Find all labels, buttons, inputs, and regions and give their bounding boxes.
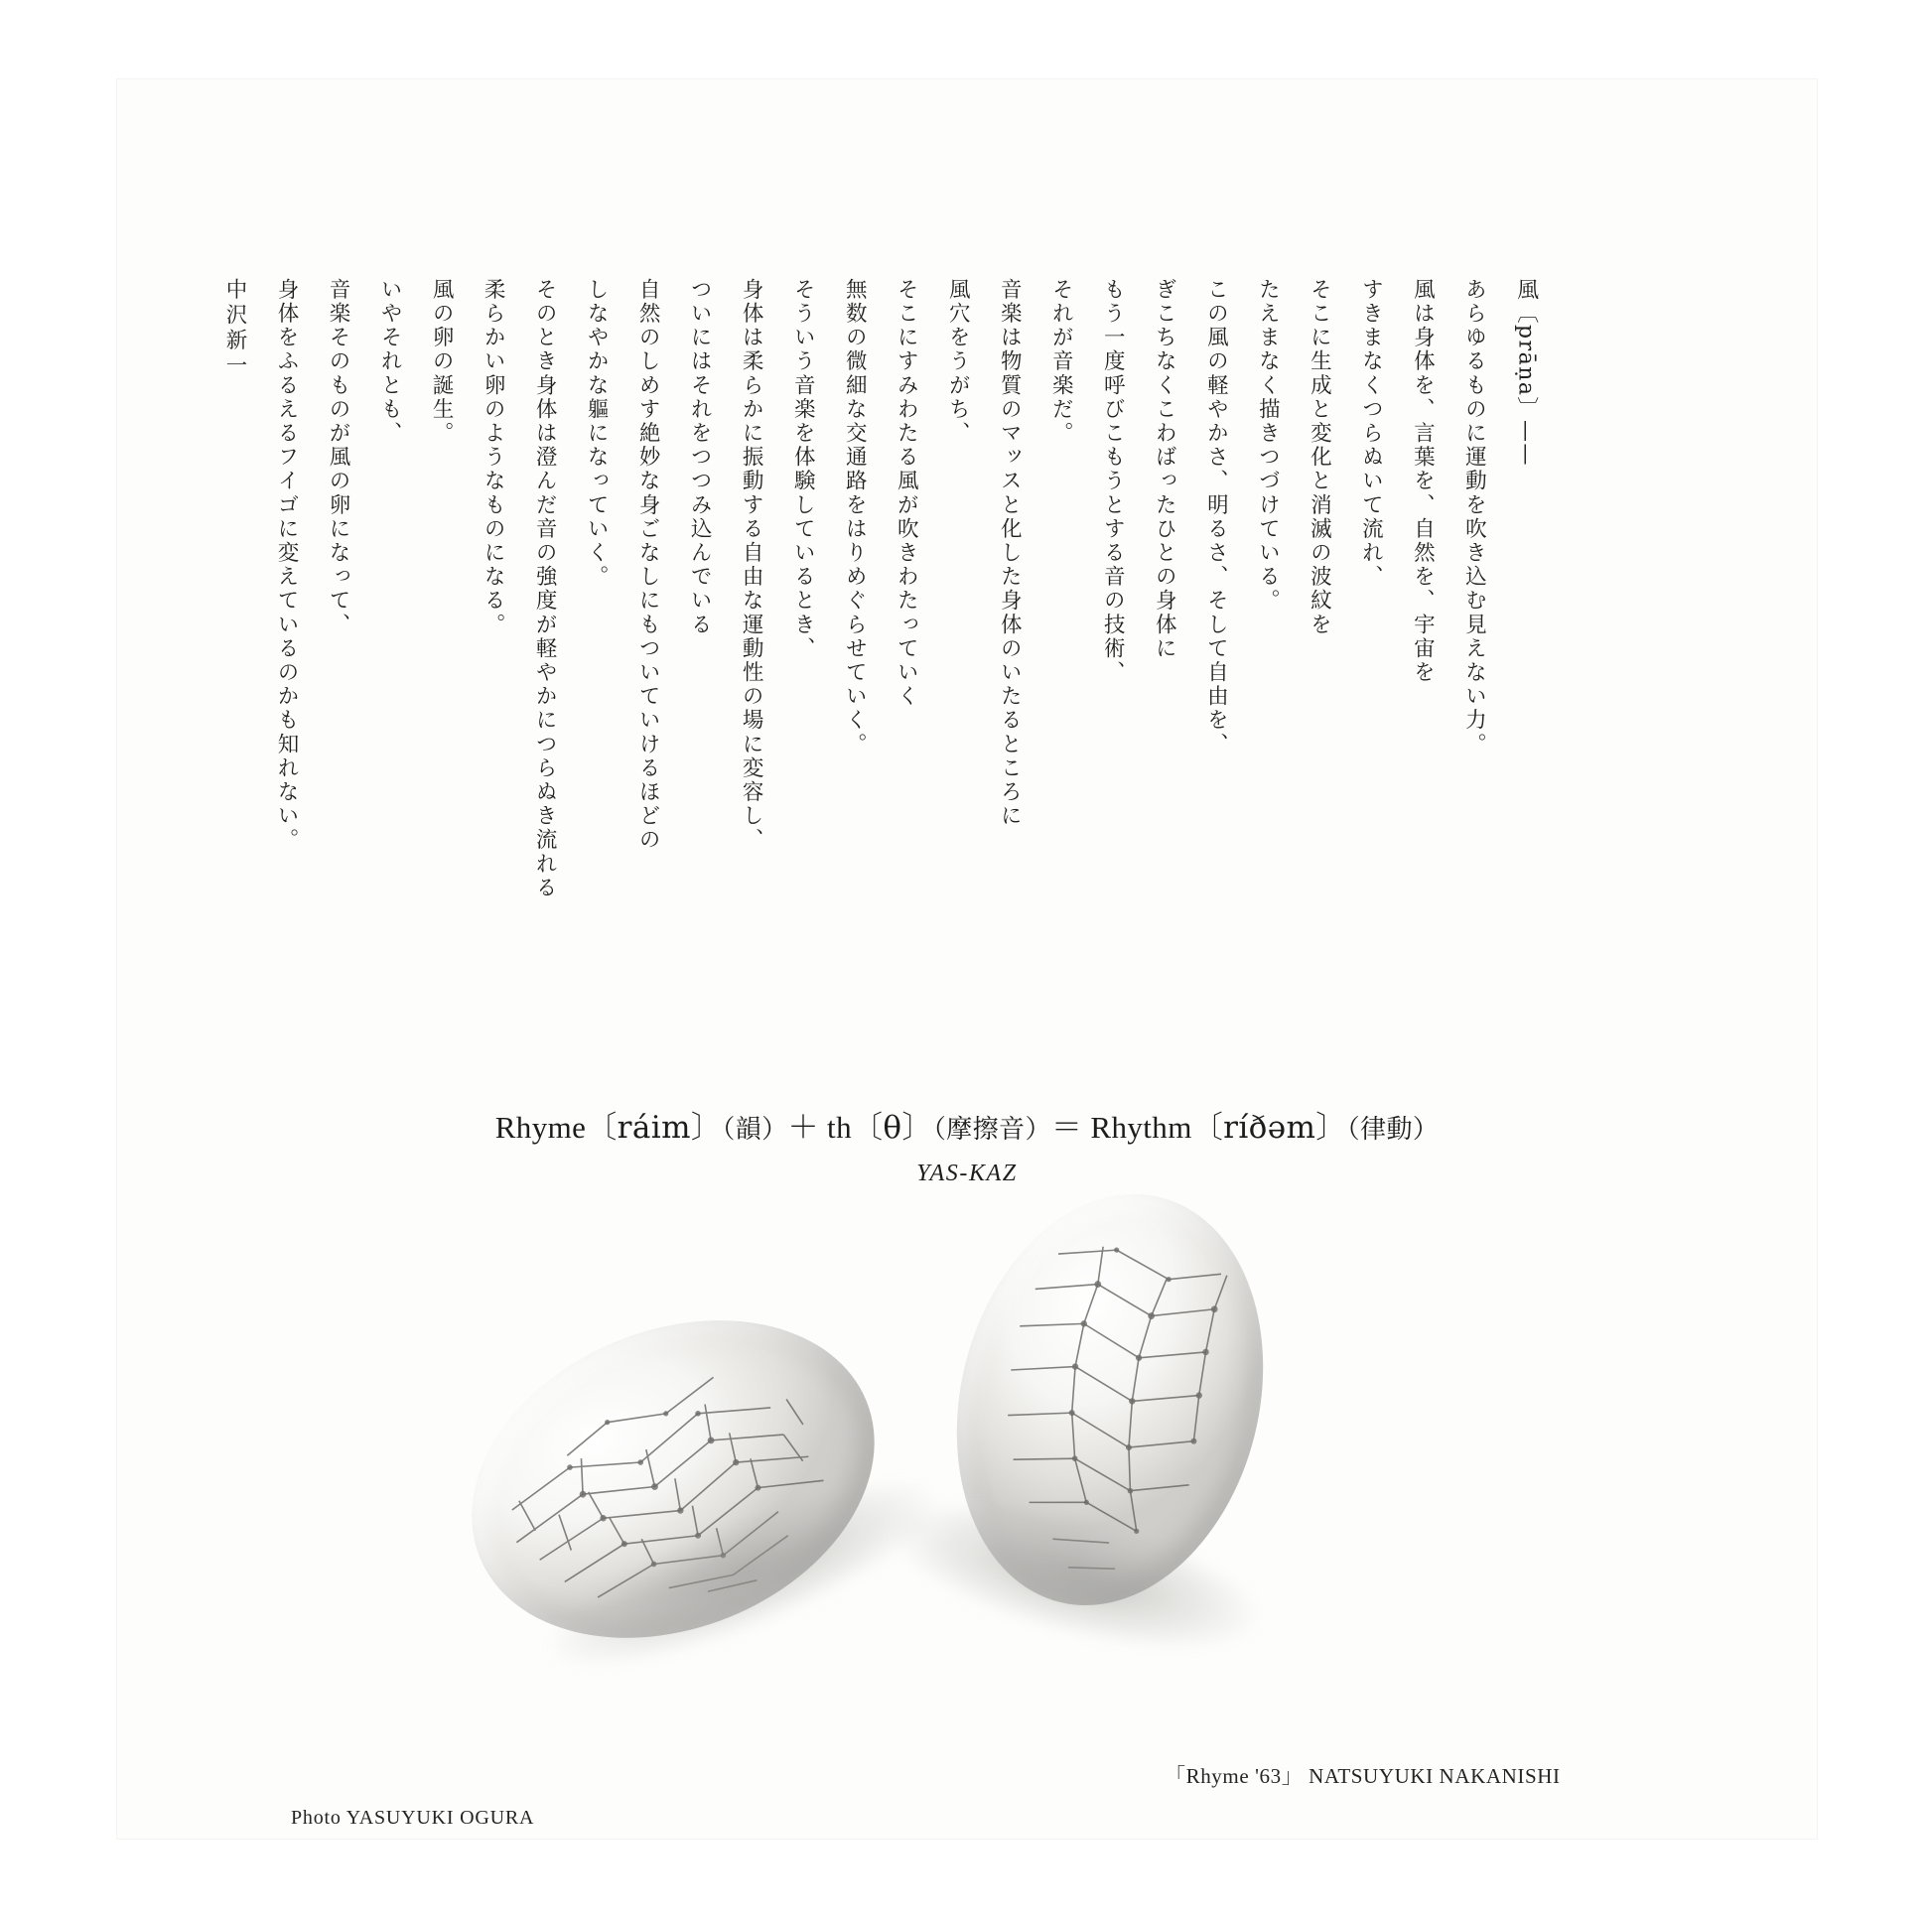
poem-line: 音楽は物質のマッスと化した身体のいたるところに [997, 278, 1023, 829]
poem-line: それが音楽だ。 [1048, 278, 1074, 446]
formula-th-word: ＋ th [787, 1110, 852, 1145]
poem-line: 柔らかい卵のようなものになる。 [481, 278, 506, 637]
poem-line: この風の軽やかさ、明るさ、そして自由を、 [1203, 278, 1229, 756]
poem-line: しなやかな軀になっていく。 [584, 278, 610, 590]
formula-th-ipa: 〔θ〕 [851, 1110, 933, 1146]
formula-byline: YAS-KAZ [916, 1161, 1018, 1186]
formula-th-gloss: （摩擦音） [932, 1115, 1051, 1145]
poem-line: すきまなくつらぬいて流れ、 [1358, 278, 1384, 590]
poem-line: 身体は柔らかに振動する自由な運動性の場に変容し、 [739, 278, 764, 853]
scanned-page [117, 79, 1817, 1839]
poem-line: そのとき身体は澄んだ音の強度が軽やかにつらぬき流れる [532, 278, 558, 900]
artwork-caption: 「Rhyme '63」 NATSUYUKI NAKANISHI [1165, 1764, 1561, 1788]
poem-line: 身体をふるえるフイゴに変えているのかも知れない。 [274, 278, 300, 853]
egg-sculpture-right [915, 1162, 1306, 1638]
poem-line: ついにはそれをつつみ込んでいる [687, 278, 713, 637]
egg-photograph [266, 1181, 1914, 1817]
poem-line: あらゆるものに運動を吹き込む見えない力。 [1461, 278, 1487, 756]
poem-line: 無数の微細な交通路をはりめぐらせていく。 [842, 278, 868, 756]
poem-block [208, 278, 1539, 900]
poem-line: 音楽そのものが風の卵になって、 [326, 278, 351, 637]
poem-line: 風穴をうがち、 [945, 278, 971, 446]
poem-column [208, 278, 1553, 900]
formula-block [117, 1102, 1817, 1187]
poem-line: そこにすみわたる風が吹きわたっていく [894, 278, 919, 709]
formula-rhythm-ipa: 〔ríðəm〕 [1191, 1110, 1347, 1146]
poem-line: 風は身体を、言葉を、自然を、宇宙を [1410, 278, 1436, 685]
poem-line: いやそれとも、 [377, 278, 403, 446]
rhythm-formula [117, 1102, 1817, 1147]
poem-line: もう一度呼びこもうとする音の技術、 [1100, 278, 1126, 685]
poem-heading: 風〔prāṇa〕—— [1513, 278, 1539, 468]
poem-line: そこに生成と変化と消滅の波紋を [1307, 278, 1332, 637]
formula-rhythm-gloss: （律動） [1346, 1115, 1440, 1145]
egg-sculpture-left [424, 1263, 922, 1695]
formula-rhyme-gloss: （韻） [722, 1115, 788, 1145]
formula-rhythm-word: ＝ Rhythm [1050, 1110, 1192, 1145]
poem-line: そういう音楽を体験しているとき、 [790, 278, 816, 661]
poem-line: ぎこちなくこわばったひとの身体に [1152, 278, 1177, 661]
poem-author: 中沢新一 [222, 278, 248, 379]
photo-credit-caption: Photo YASUYUKI OGURA [291, 1807, 535, 1829]
poem-line: 自然のしめす絶妙な身ごなしにもついていけるほどの [635, 278, 661, 853]
formula-rhyme-ipa: 〔ráim〕 [586, 1110, 723, 1146]
poem-line: たえまなく描きつづけている。 [1255, 278, 1281, 614]
poem-line: 風の卵の誕生。 [429, 278, 455, 446]
formula-rhyme-word: Rhyme [494, 1110, 587, 1145]
